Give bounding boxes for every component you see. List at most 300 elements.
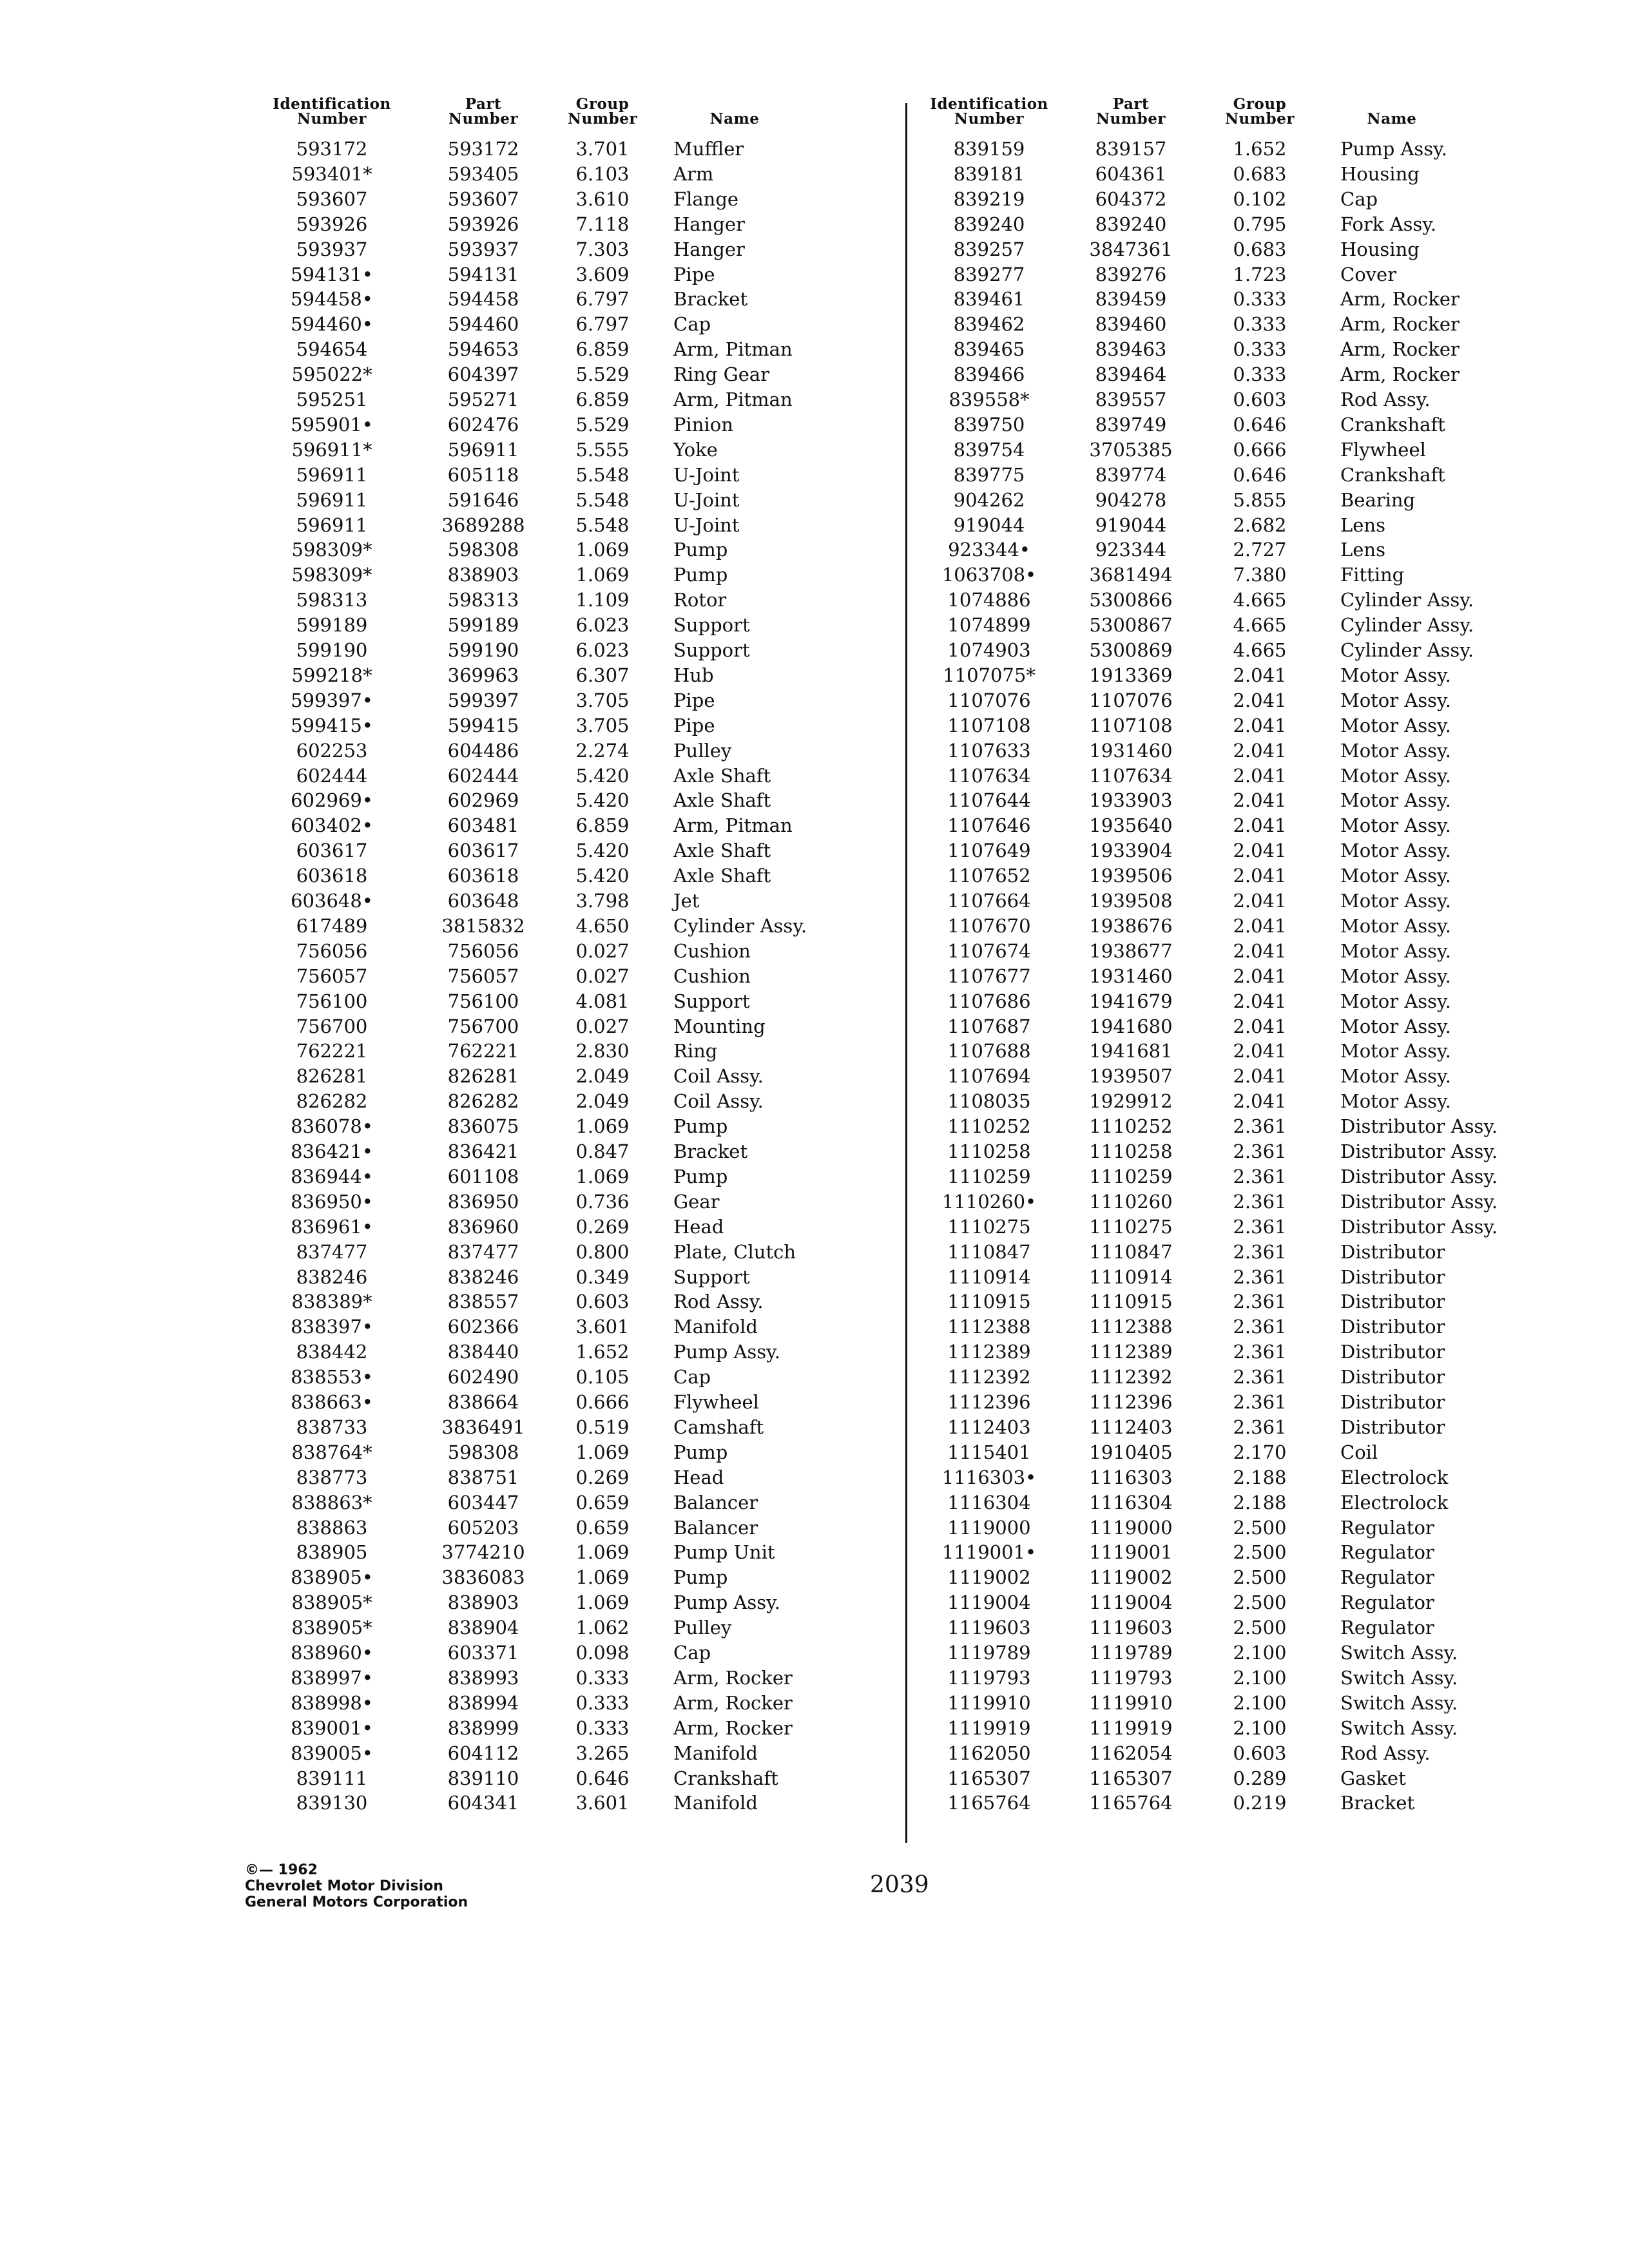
group-number-cell: 1.069 xyxy=(575,1165,630,1187)
name-cell: Regulator xyxy=(1340,1566,1434,1589)
identification-number-cell: 837477 xyxy=(296,1240,368,1263)
part-number-cell: 1931460 xyxy=(1089,739,1173,762)
name-cell: Bracket xyxy=(673,288,748,311)
group-number-cell: 2.041 xyxy=(1233,739,1287,762)
part-number-cell: 1110252 xyxy=(1089,1115,1173,1138)
name-cell: Motor Assy. xyxy=(1340,840,1451,862)
name-cell: Arm, Pitman xyxy=(673,814,793,837)
group-number-cell: 0.683 xyxy=(1233,238,1287,260)
identification-number-cell: 603402• xyxy=(291,814,373,837)
identification-number-cell: 1112388 xyxy=(947,1316,1031,1338)
name-cell: Distributor xyxy=(1340,1341,1445,1363)
part-number-cell: 605118 xyxy=(447,463,519,486)
identification-number-cell: 1119000 xyxy=(947,1516,1031,1539)
part-number-cell: 594653 xyxy=(447,338,519,361)
identification-number-cell: 593607 xyxy=(296,187,368,210)
group-number-cell: 6.797 xyxy=(575,288,630,311)
part-number-cell: 603648 xyxy=(447,890,519,912)
part-number-cell: 838999 xyxy=(447,1716,519,1739)
identification-number-cell: 599415• xyxy=(291,714,373,736)
part-number-cell: 369963 xyxy=(447,664,519,686)
part-number-cell: 1107076 xyxy=(1089,689,1173,711)
footer-corporation: General Motors Corporation xyxy=(245,1894,468,1910)
part-number-cell: 5300867 xyxy=(1089,614,1173,637)
name-cell: Distributor xyxy=(1340,1366,1445,1389)
name-cell: Rod Assy. xyxy=(673,1291,764,1313)
header-group-line2: Number xyxy=(568,110,637,128)
header-group-line2: Number xyxy=(1225,110,1295,128)
part-number-cell: 838993 xyxy=(447,1666,519,1689)
identification-number-cell: 1110914 xyxy=(947,1265,1031,1288)
group-number-cell: 2.361 xyxy=(1233,1265,1287,1288)
identification-number-cell: 838905* xyxy=(291,1591,372,1614)
name-cell: Distributor xyxy=(1340,1391,1445,1413)
part-number-cell: 3836083 xyxy=(441,1566,525,1589)
identification-number-cell: 1119910 xyxy=(947,1691,1031,1714)
identification-number-cell: 1107674 xyxy=(947,939,1031,962)
identification-number-cell: 1108035 xyxy=(947,1090,1031,1113)
name-cell: Axle Shaft xyxy=(673,764,771,787)
group-number-cell: 6.023 xyxy=(575,639,630,661)
identification-number-cell: 1110252 xyxy=(947,1115,1031,1138)
identification-number-cell: 839465 xyxy=(953,338,1025,361)
group-number-cell: 0.333 xyxy=(1233,363,1287,386)
name-cell: Distributor xyxy=(1340,1316,1445,1338)
page-number: 2039 xyxy=(870,1872,929,1898)
part-number-cell: 838994 xyxy=(447,1691,519,1714)
header-part-line1: Part xyxy=(1112,95,1150,113)
identification-number-cell: 602253 xyxy=(296,739,368,762)
name-cell: Motor Assy. xyxy=(1340,714,1451,736)
name-cell: Distributor xyxy=(1340,1416,1445,1438)
identification-number-cell: 1110260• xyxy=(941,1190,1037,1213)
group-number-cell: 3.265 xyxy=(575,1742,630,1764)
part-number-cell: 603617 xyxy=(447,840,519,862)
identification-number-cell: 839277 xyxy=(953,263,1025,285)
group-number-cell: 2.041 xyxy=(1233,965,1287,987)
header-name-label: Name xyxy=(709,110,760,128)
identification-number-cell: 838905 xyxy=(296,1541,368,1564)
identification-number-cell: 1112392 xyxy=(947,1366,1031,1389)
group-number-cell: 3.705 xyxy=(575,714,630,736)
group-number-cell: 6.859 xyxy=(575,389,630,410)
name-cell: Mounting xyxy=(673,1015,766,1037)
header-identification xyxy=(271,97,393,135)
part-number-cell: 1112396 xyxy=(1089,1391,1173,1413)
identification-number-cell: 602969• xyxy=(291,789,373,812)
name-cell: Jet xyxy=(673,890,700,912)
name-cell: Flywheel xyxy=(1340,438,1426,461)
part-number-cell: 836421 xyxy=(447,1140,519,1162)
identification-number-cell: 603648• xyxy=(291,890,373,912)
part-number-cell: 5300869 xyxy=(1089,639,1173,661)
group-number-cell: 0.603 xyxy=(1233,389,1287,410)
identification-number-cell: 756700 xyxy=(296,1015,368,1037)
part-number-cell: 1110915 xyxy=(1089,1291,1173,1313)
part-number-cell: 1941681 xyxy=(1089,1040,1173,1062)
name-cell: Regulator xyxy=(1340,1516,1434,1539)
part-number-cell: 1933903 xyxy=(1089,789,1173,812)
identification-number-cell: 838773 xyxy=(296,1466,368,1488)
part-number-cell: 1110259 xyxy=(1089,1165,1173,1187)
group-number-cell: 1.109 xyxy=(575,589,630,611)
group-number-cell: 0.027 xyxy=(575,965,630,987)
name-cell: Rod Assy. xyxy=(1340,389,1431,410)
header-group-line1: Group xyxy=(1233,95,1287,113)
identification-number-cell: 836078• xyxy=(291,1115,373,1138)
identification-number-cell: 1074899 xyxy=(947,614,1031,637)
identification-number-cell: 923344• xyxy=(948,539,1030,561)
group-number-cell: 1.652 xyxy=(575,1341,630,1363)
group-number-cell: 2.361 xyxy=(1233,1240,1287,1263)
identification-number-cell: 598313 xyxy=(296,589,368,611)
name-cell: Axle Shaft xyxy=(673,840,771,862)
identification-number-cell: 1110258 xyxy=(947,1140,1031,1162)
identification-number-cell: 838863 xyxy=(296,1516,368,1539)
group-number-cell: 5.420 xyxy=(575,840,630,862)
part-number-cell: 904278 xyxy=(1095,488,1167,511)
identification-number-cell: 603618 xyxy=(296,865,368,887)
part-number-cell: 602476 xyxy=(447,413,519,436)
identification-number-cell: 1063708• xyxy=(941,564,1037,586)
group-number-cell: 2.041 xyxy=(1233,1015,1287,1037)
header-part-line1: Part xyxy=(465,95,502,113)
name-cell: Camshaft xyxy=(673,1416,764,1438)
name-cell: U-Joint xyxy=(673,514,740,536)
group-number-cell: 2.361 xyxy=(1233,1291,1287,1313)
group-number-cell: 0.333 xyxy=(1233,338,1287,361)
part-number-cell: 836075 xyxy=(447,1115,519,1138)
identification-number-cell: 1107633 xyxy=(947,739,1031,762)
part-number-cell: 838903 xyxy=(447,1591,519,1614)
group-number-cell: 2.049 xyxy=(575,1065,630,1088)
part-number-cell: 593926 xyxy=(447,213,519,235)
identification-number-cell: 904262 xyxy=(953,488,1025,511)
group-number-cell: 3.601 xyxy=(575,1316,630,1338)
part-number-cell: 839749 xyxy=(1095,413,1167,436)
group-number-cell: 2.361 xyxy=(1233,1341,1287,1363)
group-number-cell: 5.548 xyxy=(575,514,630,536)
identification-number-cell: 826281 xyxy=(296,1065,368,1088)
name-cell: Motor Assy. xyxy=(1340,789,1451,812)
group-number-cell: 2.100 xyxy=(1233,1666,1287,1689)
group-number-cell: 2.500 xyxy=(1233,1591,1287,1614)
part-number-cell: 604372 xyxy=(1095,187,1167,210)
identification-number-cell: 595251 xyxy=(296,389,368,410)
name-cell: Manifold xyxy=(673,1316,758,1338)
part-number-cell: 919044 xyxy=(1095,514,1167,536)
group-number-cell: 0.333 xyxy=(1233,288,1287,311)
group-number-cell: 1.723 xyxy=(1233,263,1287,285)
group-number-cell: 2.361 xyxy=(1233,1190,1287,1213)
name-cell: Arm, Pitman xyxy=(673,338,793,361)
group-number-cell: 0.646 xyxy=(575,1767,630,1789)
group-number-cell: 2.049 xyxy=(575,1090,630,1113)
group-number-cell: 0.659 xyxy=(575,1491,630,1514)
name-cell: Rotor xyxy=(673,589,727,611)
part-number-cell: 599415 xyxy=(447,714,519,736)
name-cell: Cylinder Assy. xyxy=(1340,614,1474,637)
part-number-cell: 1119002 xyxy=(1089,1566,1173,1589)
identification-number-cell: 595022* xyxy=(291,363,372,386)
part-number-cell: 604486 xyxy=(447,739,519,762)
part-number-cell: 598308 xyxy=(447,539,519,561)
group-number-cell: 4.665 xyxy=(1233,589,1287,611)
group-number-cell: 1.062 xyxy=(575,1617,630,1639)
name-cell: Electrolock xyxy=(1340,1491,1449,1514)
part-number-cell: 602366 xyxy=(447,1316,519,1338)
name-cell: Pipe xyxy=(673,263,715,285)
name-cell: Arm, Rocker xyxy=(1340,313,1460,336)
name-cell: Pump xyxy=(673,1165,728,1187)
part-number-cell: 839459 xyxy=(1095,288,1167,311)
name-cell: Cover xyxy=(1340,263,1397,285)
part-number-cell: 1939508 xyxy=(1089,890,1173,912)
group-number-cell: 5.420 xyxy=(575,789,630,812)
part-number-cell: 826281 xyxy=(447,1065,519,1088)
group-number-cell: 1.069 xyxy=(575,1541,630,1564)
group-number-cell: 2.100 xyxy=(1233,1642,1287,1664)
group-number-cell: 0.519 xyxy=(575,1416,630,1438)
group-number-cell: 2.041 xyxy=(1233,814,1287,837)
group-number-cell: 0.646 xyxy=(1233,413,1287,436)
identification-number-cell: 762221 xyxy=(296,1040,368,1062)
header-group xyxy=(561,97,644,135)
group-number-cell: 7.380 xyxy=(1233,564,1287,586)
part-number-cell: 604361 xyxy=(1095,162,1167,185)
name-cell: Pump xyxy=(673,539,728,561)
part-number-cell: 603371 xyxy=(447,1642,519,1664)
identification-number-cell: 838733 xyxy=(296,1416,368,1438)
part-number-cell: 599189 xyxy=(447,614,519,637)
name-cell: Housing xyxy=(1340,238,1420,260)
part-number-cell: 3689288 xyxy=(441,514,525,536)
name-cell: Fitting xyxy=(1340,564,1405,586)
name-cell: U-Joint xyxy=(673,488,740,511)
group-number-cell: 0.269 xyxy=(575,1466,630,1488)
name-cell: Motor Assy. xyxy=(1340,814,1451,837)
group-number-cell: 6.307 xyxy=(575,664,630,686)
group-number-cell: 5.420 xyxy=(575,865,630,887)
group-number-cell: 2.100 xyxy=(1233,1716,1287,1739)
name-cell: Pipe xyxy=(673,689,715,711)
group-number-cell: 1.069 xyxy=(575,1115,630,1138)
group-number-cell: 0.795 xyxy=(1233,213,1287,235)
name-cell: Support xyxy=(673,1265,750,1288)
identification-number-cell: 839159 xyxy=(953,138,1025,160)
part-number-cell: 756700 xyxy=(447,1015,519,1037)
part-number-cell: 591646 xyxy=(447,488,519,511)
header-identification-line2: Number xyxy=(297,110,367,128)
group-number-cell: 0.098 xyxy=(575,1642,630,1664)
identification-number-cell: 1107686 xyxy=(947,990,1031,1012)
identification-number-cell: 839558* xyxy=(949,389,1030,410)
group-number-cell: 2.361 xyxy=(1233,1316,1287,1338)
name-cell: Pinion xyxy=(673,413,733,436)
part-number-cell: 839240 xyxy=(1095,213,1167,235)
header-part xyxy=(1083,97,1179,135)
identification-number-cell: 1107075* xyxy=(943,664,1036,686)
name-cell: Arm, Rocker xyxy=(673,1691,793,1714)
part-number-cell: 1165764 xyxy=(1089,1792,1173,1814)
group-number-cell: 0.736 xyxy=(575,1190,630,1213)
part-number-cell: 1119004 xyxy=(1089,1591,1173,1614)
part-number-cell: 596911 xyxy=(447,438,519,461)
name-cell: Cap xyxy=(1340,187,1378,210)
header-name-label: Name xyxy=(1367,110,1417,128)
identification-number-cell: 1074903 xyxy=(947,639,1031,661)
column-divider xyxy=(905,103,907,1843)
name-cell: Pump Assy. xyxy=(673,1341,780,1363)
group-number-cell: 0.333 xyxy=(575,1716,630,1739)
identification-number-cell: 836961• xyxy=(291,1215,373,1238)
identification-number-cell: 1107652 xyxy=(947,865,1031,887)
group-number-cell: 2.830 xyxy=(575,1040,630,1062)
group-number-cell: 5.529 xyxy=(575,413,630,436)
identification-number-cell: 836421• xyxy=(291,1140,373,1162)
name-cell: Motor Assy. xyxy=(1340,1040,1451,1062)
identification-number-cell: 1115401 xyxy=(947,1441,1031,1463)
part-number-cell: 1112392 xyxy=(1089,1366,1173,1389)
identification-number-cell: 1112396 xyxy=(947,1391,1031,1413)
identification-number-cell: 1107688 xyxy=(947,1040,1031,1062)
identification-number-cell: 838553• xyxy=(291,1366,373,1389)
header-name xyxy=(670,97,799,135)
name-cell: Pump xyxy=(673,1441,728,1463)
name-cell: Fork Assy. xyxy=(1340,213,1437,235)
identification-number-cell: 838442 xyxy=(296,1341,368,1363)
group-number-cell: 0.105 xyxy=(575,1366,630,1389)
group-number-cell: 2.500 xyxy=(1233,1516,1287,1539)
name-cell: Pulley xyxy=(673,739,732,762)
part-number-cell: 1119919 xyxy=(1089,1716,1173,1739)
name-cell: Crankshaft xyxy=(673,1767,778,1789)
group-number-cell: 2.041 xyxy=(1233,914,1287,937)
group-number-cell: 2.041 xyxy=(1233,939,1287,962)
name-cell: Bracket xyxy=(1340,1792,1415,1814)
group-number-cell: 5.548 xyxy=(575,463,630,486)
part-number-cell: 3705385 xyxy=(1089,438,1173,461)
part-number-cell: 603481 xyxy=(447,814,519,837)
group-number-cell: 0.102 xyxy=(1233,187,1287,210)
part-number-cell: 1110258 xyxy=(1089,1140,1173,1162)
group-number-cell: 2.361 xyxy=(1233,1366,1287,1389)
part-number-cell: 1119910 xyxy=(1089,1691,1173,1714)
group-number-cell: 0.603 xyxy=(1233,1742,1287,1764)
group-number-cell: 3.609 xyxy=(575,263,630,285)
name-cell: Pulley xyxy=(673,1617,732,1639)
name-cell: Hanger xyxy=(673,213,745,235)
name-cell: Arm xyxy=(673,162,714,185)
group-number-cell: 3.701 xyxy=(575,138,630,160)
name-cell: Distributor Assy. xyxy=(1340,1215,1498,1238)
name-cell: Pipe xyxy=(673,714,715,736)
identification-number-cell: 756056 xyxy=(296,939,368,962)
name-cell: Head xyxy=(673,1466,724,1488)
identification-number-cell: 596911 xyxy=(296,488,368,511)
name-cell: Head xyxy=(673,1215,724,1238)
name-cell: Manifold xyxy=(673,1792,758,1814)
header-identification-line2: Number xyxy=(954,110,1024,128)
part-number-cell: 598308 xyxy=(447,1441,519,1463)
group-number-cell: 2.361 xyxy=(1233,1140,1287,1162)
identification-number-cell: 1110275 xyxy=(947,1215,1031,1238)
group-number-cell: 6.859 xyxy=(575,338,630,361)
name-cell: Housing xyxy=(1340,162,1420,185)
group-number-cell: 2.188 xyxy=(1233,1466,1287,1488)
identification-number-cell: 838389* xyxy=(291,1291,372,1313)
part-number-cell: 839157 xyxy=(1095,138,1167,160)
part-number-cell: 838440 xyxy=(447,1341,519,1363)
name-cell: Axle Shaft xyxy=(673,865,771,887)
part-number-cell: 603447 xyxy=(447,1491,519,1514)
part-number-cell: 839464 xyxy=(1095,363,1167,386)
identification-number-cell: 599218* xyxy=(291,664,372,686)
identification-number-cell: 1116304 xyxy=(947,1491,1031,1514)
header-group-line1: Group xyxy=(575,95,630,113)
identification-number-cell: 1110915 xyxy=(947,1291,1031,1313)
name-cell: Support xyxy=(673,990,750,1012)
part-number-cell: 839463 xyxy=(1095,338,1167,361)
identification-number-cell: 1110847 xyxy=(947,1240,1031,1263)
group-number-cell: 2.041 xyxy=(1233,1090,1287,1113)
name-cell: Support xyxy=(673,639,750,661)
identification-number-cell: 594458• xyxy=(291,288,373,311)
name-cell: Coil Assy. xyxy=(673,1065,764,1088)
name-cell: Lens xyxy=(1340,514,1385,536)
name-cell: Pump Assy. xyxy=(673,1591,780,1614)
identification-number-cell: 1119002 xyxy=(947,1566,1031,1589)
identification-number-cell: 1107694 xyxy=(947,1065,1031,1088)
name-cell: Ring Gear xyxy=(673,363,770,386)
identification-number-cell: 839466 xyxy=(953,363,1025,386)
part-number-cell: 1933904 xyxy=(1089,840,1173,862)
identification-number-cell: 839005• xyxy=(291,1742,373,1764)
part-number-cell: 604341 xyxy=(447,1792,519,1814)
group-number-cell: 0.659 xyxy=(575,1516,630,1539)
part-number-cell: 1938676 xyxy=(1089,914,1173,937)
group-number-cell: 1.069 xyxy=(575,1441,630,1463)
part-number-cell: 599397 xyxy=(447,689,519,711)
group-number-cell: 0.219 xyxy=(1233,1792,1287,1814)
group-number-cell: 2.041 xyxy=(1233,714,1287,736)
group-number-cell: 2.727 xyxy=(1233,539,1287,561)
identification-number-cell: 839130 xyxy=(296,1792,368,1814)
identification-number-cell: 593172 xyxy=(296,138,368,160)
group-number-cell: 2.041 xyxy=(1233,664,1287,686)
group-number-cell: 2.682 xyxy=(1233,514,1287,536)
part-number-cell: 593405 xyxy=(447,162,519,185)
name-cell: Cap xyxy=(673,1366,711,1389)
identification-number-cell: 1112389 xyxy=(947,1341,1031,1363)
part-number-cell: 838904 xyxy=(447,1617,519,1639)
name-cell: Support xyxy=(673,614,750,637)
part-number-cell: 756100 xyxy=(447,990,519,1012)
part-number-cell: 1119001 xyxy=(1089,1541,1173,1564)
name-cell: Hub xyxy=(673,664,714,686)
name-cell: Rod Assy. xyxy=(1340,1742,1431,1764)
group-number-cell: 5.855 xyxy=(1233,488,1287,511)
group-number-cell: 3.705 xyxy=(575,689,630,711)
part-number-cell: 1938677 xyxy=(1089,939,1173,962)
group-number-cell: 5.420 xyxy=(575,764,630,787)
group-number-cell: 2.500 xyxy=(1233,1617,1287,1639)
identification-number-cell: 599190 xyxy=(296,639,368,661)
part-number-cell: 1935640 xyxy=(1089,814,1173,837)
name-cell: Motor Assy. xyxy=(1340,689,1451,711)
identification-number-cell: 839775 xyxy=(953,463,1025,486)
identification-number-cell: 598309* xyxy=(291,539,372,561)
